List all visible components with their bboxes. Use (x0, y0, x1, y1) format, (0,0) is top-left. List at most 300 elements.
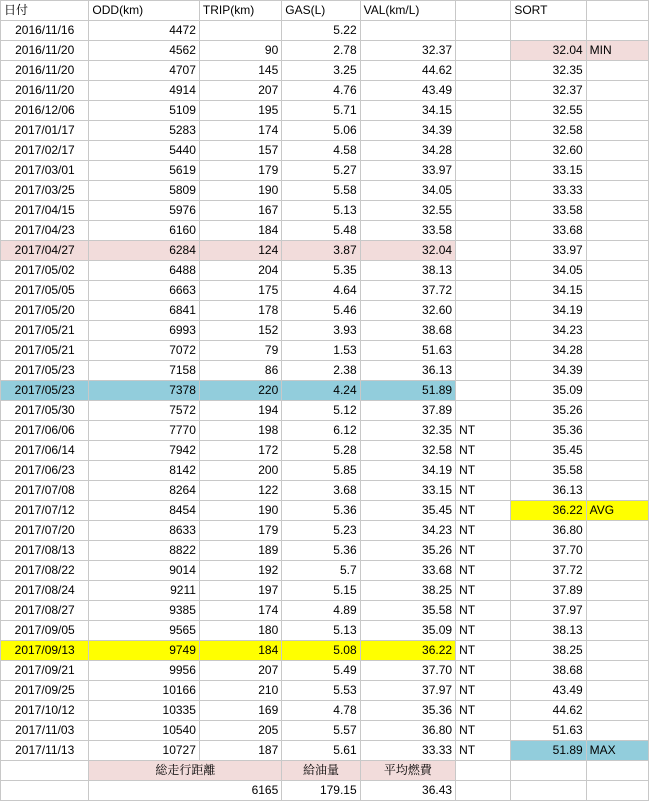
cell-sort-tag[interactable] (586, 21, 648, 41)
cell-sort-tag[interactable] (586, 561, 648, 581)
cell-sort-tag[interactable] (586, 721, 648, 741)
cell-gas[interactable]: 5.12 (282, 401, 360, 421)
cell-nt-flag[interactable]: NT (456, 481, 511, 501)
cell-nt-flag[interactable]: NT (456, 501, 511, 521)
cell-trip[interactable]: 167 (199, 201, 281, 221)
cell-trip[interactable]: 179 (199, 161, 281, 181)
cell-gas[interactable]: 4.64 (282, 281, 360, 301)
cell-date[interactable]: 2017/07/12 (1, 501, 89, 521)
cell-sort-tag[interactable] (586, 161, 648, 181)
cell-odd[interactable]: 10166 (89, 681, 200, 701)
table-row[interactable] (1, 221, 649, 241)
table-row[interactable] (1, 441, 649, 461)
avg-value[interactable]: 36.43 (360, 781, 455, 801)
cell-date[interactable]: 2017/05/21 (1, 341, 89, 361)
table-row[interactable] (1, 381, 649, 401)
table-row[interactable] (1, 41, 649, 61)
cell-val[interactable]: 32.04 (360, 241, 455, 261)
cell-gas[interactable]: 5.36 (282, 541, 360, 561)
cell-val[interactable]: 33.58 (360, 221, 455, 241)
cell-val[interactable]: 38.25 (360, 581, 455, 601)
cell-date[interactable]: 2017/03/25 (1, 181, 89, 201)
cell-sort[interactable]: 34.19 (511, 301, 586, 321)
cell-odd[interactable]: 4472 (89, 21, 200, 41)
cell-date[interactable]: 2016/11/20 (1, 41, 89, 61)
cell-odd[interactable]: 6488 (89, 261, 200, 281)
cell-sort[interactable]: 38.25 (511, 641, 586, 661)
cell-nt-flag[interactable] (456, 161, 511, 181)
cell-gas[interactable]: 5.35 (282, 261, 360, 281)
cell-val[interactable]: 37.97 (360, 681, 455, 701)
cell-date[interactable]: 2017/09/21 (1, 661, 89, 681)
cell-date[interactable]: 2017/08/27 (1, 601, 89, 621)
cell-trip[interactable]: 90 (199, 41, 281, 61)
cell-trip[interactable]: 210 (199, 681, 281, 701)
cell-nt-flag[interactable]: NT (456, 741, 511, 761)
cell-trip[interactable]: 122 (199, 481, 281, 501)
cell-val[interactable]: 37.70 (360, 661, 455, 681)
cell-sort-tag[interactable] (586, 321, 648, 341)
cell-sort[interactable]: 51.63 (511, 721, 586, 741)
cell-trip[interactable]: 192 (199, 561, 281, 581)
cell-date[interactable]: 2017/06/06 (1, 421, 89, 441)
cell-odd[interactable]: 9956 (89, 661, 200, 681)
cell-nt-flag[interactable]: NT (456, 581, 511, 601)
cell-date[interactable]: 2016/11/20 (1, 61, 89, 81)
cell-date[interactable]: 2017/05/30 (1, 401, 89, 421)
cell-date[interactable]: 2017/07/20 (1, 521, 89, 541)
cell-trip[interactable]: 178 (199, 301, 281, 321)
cell-odd[interactable]: 7572 (89, 401, 200, 421)
cell-date[interactable]: 2017/03/01 (1, 161, 89, 181)
cell-nt-flag[interactable]: NT (456, 661, 511, 681)
cell-odd[interactable]: 5283 (89, 121, 200, 141)
cell-date[interactable]: 2017/05/23 (1, 381, 89, 401)
cell-trip[interactable]: 204 (199, 261, 281, 281)
cell-odd[interactable]: 8633 (89, 521, 200, 541)
cell-val[interactable]: 43.49 (360, 81, 455, 101)
cell-gas[interactable]: 2.78 (282, 41, 360, 61)
cell-date[interactable]: 2017/04/27 (1, 241, 89, 261)
cell-nt-flag[interactable] (456, 301, 511, 321)
cell-gas[interactable]: 4.58 (282, 141, 360, 161)
cell-trip[interactable]: 197 (199, 581, 281, 601)
cell-gas[interactable]: 4.24 (282, 381, 360, 401)
cell-odd[interactable]: 9014 (89, 561, 200, 581)
cell-trip[interactable]: 194 (199, 401, 281, 421)
table-row[interactable] (1, 401, 649, 421)
cell-sort[interactable]: 37.97 (511, 601, 586, 621)
cell-odd[interactable]: 7378 (89, 381, 200, 401)
cell-sort[interactable]: 37.70 (511, 541, 586, 561)
table-row[interactable] (1, 201, 649, 221)
cell-val[interactable] (360, 21, 455, 41)
cell-val[interactable]: 36.80 (360, 721, 455, 741)
cell-nt-flag[interactable] (456, 241, 511, 261)
cell-date[interactable]: 2017/04/15 (1, 201, 89, 221)
cell-gas[interactable]: 5.58 (282, 181, 360, 201)
cell-trip[interactable]: 79 (199, 341, 281, 361)
cell-trip[interactable]: 190 (199, 181, 281, 201)
table-row[interactable] (1, 161, 649, 181)
table-row[interactable] (1, 461, 649, 481)
table-row[interactable] (1, 741, 649, 761)
cell-sort[interactable]: 33.33 (511, 181, 586, 201)
cell-sort[interactable]: 37.89 (511, 581, 586, 601)
cell-val[interactable]: 35.09 (360, 621, 455, 641)
cell-trip[interactable]: 152 (199, 321, 281, 341)
cell-sort[interactable]: 33.15 (511, 161, 586, 181)
cell-date[interactable]: 2017/05/20 (1, 301, 89, 321)
table-row[interactable] (1, 621, 649, 641)
cell-odd[interactable]: 6284 (89, 241, 200, 261)
cell-sort-tag[interactable] (586, 61, 648, 81)
cell-date[interactable]: 2017/01/17 (1, 121, 89, 141)
cell-date[interactable]: 2017/05/02 (1, 261, 89, 281)
cell-gas[interactable]: 5.7 (282, 561, 360, 581)
cell-odd[interactable]: 9749 (89, 641, 200, 661)
cell-val[interactable]: 35.58 (360, 601, 455, 621)
table-row[interactable] (1, 341, 649, 361)
table-row[interactable] (1, 421, 649, 441)
cell-nt-flag[interactable] (456, 61, 511, 81)
fuel-value[interactable]: 179.15 (282, 781, 360, 801)
cell-sort-tag[interactable] (586, 301, 648, 321)
cell-odd[interactable]: 7942 (89, 441, 200, 461)
cell-sort[interactable]: 35.36 (511, 421, 586, 441)
cell-sort[interactable]: 38.68 (511, 661, 586, 681)
cell-sort-tag[interactable] (586, 141, 648, 161)
cell-date[interactable]: 2016/12/06 (1, 101, 89, 121)
cell-date[interactable]: 2017/08/24 (1, 581, 89, 601)
cell-sort-tag[interactable] (586, 181, 648, 201)
cell-trip[interactable]: 157 (199, 141, 281, 161)
cell-nt-flag[interactable]: NT (456, 561, 511, 581)
table-row[interactable] (1, 21, 649, 41)
table-row[interactable] (1, 541, 649, 561)
cell-val[interactable]: 32.55 (360, 201, 455, 221)
cell-nt-flag[interactable] (456, 341, 511, 361)
table-row[interactable] (1, 81, 649, 101)
cell-gas[interactable]: 5.85 (282, 461, 360, 481)
cell-val[interactable]: 32.35 (360, 421, 455, 441)
cell-sort[interactable]: 32.60 (511, 141, 586, 161)
cell-trip[interactable]: 190 (199, 501, 281, 521)
cell-val[interactable]: 35.45 (360, 501, 455, 521)
cell-date[interactable]: 2017/08/13 (1, 541, 89, 561)
cell-val[interactable]: 33.15 (360, 481, 455, 501)
cell-nt-flag[interactable] (456, 41, 511, 61)
cell-gas[interactable]: 1.53 (282, 341, 360, 361)
cell-odd[interactable]: 10540 (89, 721, 200, 741)
cell-sort-tag[interactable] (586, 621, 648, 641)
cell-odd[interactable]: 8822 (89, 541, 200, 561)
cell-sort[interactable]: 33.97 (511, 241, 586, 261)
cell-trip[interactable]: 145 (199, 61, 281, 81)
cell-sort[interactable]: 32.58 (511, 121, 586, 141)
cell-odd[interactable]: 6160 (89, 221, 200, 241)
cell-trip[interactable]: 189 (199, 541, 281, 561)
cell-odd[interactable]: 9385 (89, 601, 200, 621)
cell-odd[interactable]: 9211 (89, 581, 200, 601)
table-row[interactable] (1, 121, 649, 141)
table-row[interactable] (1, 301, 649, 321)
cell-trip[interactable]: 195 (199, 101, 281, 121)
table-row[interactable] (1, 261, 649, 281)
cell-val[interactable]: 51.63 (360, 341, 455, 361)
cell-nt-flag[interactable] (456, 321, 511, 341)
cell-odd[interactable]: 4914 (89, 81, 200, 101)
table-row[interactable] (1, 501, 649, 521)
cell-odd[interactable]: 5619 (89, 161, 200, 181)
cell-sort[interactable]: 38.13 (511, 621, 586, 641)
cell-val[interactable]: 32.37 (360, 41, 455, 61)
cell-sort-tag[interactable] (586, 121, 648, 141)
cell-odd[interactable]: 7770 (89, 421, 200, 441)
cell-sort[interactable]: 35.26 (511, 401, 586, 421)
cell-odd[interactable]: 10335 (89, 701, 200, 721)
cell-sort[interactable]: 34.05 (511, 261, 586, 281)
cell-date[interactable]: 2017/11/13 (1, 741, 89, 761)
cell-val[interactable]: 34.19 (360, 461, 455, 481)
cell-gas[interactable]: 5.06 (282, 121, 360, 141)
cell-nt-flag[interactable] (456, 261, 511, 281)
cell-trip[interactable]: 200 (199, 461, 281, 481)
cell-date[interactable]: 2017/02/17 (1, 141, 89, 161)
cell-sort[interactable]: 37.72 (511, 561, 586, 581)
cell-gas[interactable]: 2.38 (282, 361, 360, 381)
cell-sort-tag[interactable] (586, 441, 648, 461)
cell-odd[interactable]: 9565 (89, 621, 200, 641)
cell-odd[interactable]: 5976 (89, 201, 200, 221)
cell-date[interactable]: 2017/09/25 (1, 681, 89, 701)
cell-trip[interactable]: 169 (199, 701, 281, 721)
cell-nt-flag[interactable] (456, 141, 511, 161)
cell-sort-tag[interactable] (586, 481, 648, 501)
cell-gas[interactable]: 5.23 (282, 521, 360, 541)
cell-nt-flag[interactable]: NT (456, 721, 511, 741)
cell-trip[interactable]: 172 (199, 441, 281, 461)
cell-val[interactable]: 32.60 (360, 301, 455, 321)
cell-gas[interactable]: 5.46 (282, 301, 360, 321)
cell-sort-tag[interactable] (586, 541, 648, 561)
cell-val[interactable]: 38.13 (360, 261, 455, 281)
cell-trip[interactable]: 179 (199, 521, 281, 541)
cell-sort[interactable]: 32.55 (511, 101, 586, 121)
cell-trip[interactable]: 184 (199, 221, 281, 241)
cell-nt-flag[interactable] (456, 361, 511, 381)
cell-val[interactable]: 36.13 (360, 361, 455, 381)
cell-gas[interactable]: 5.13 (282, 201, 360, 221)
cell-odd[interactable]: 6841 (89, 301, 200, 321)
cell-odd[interactable]: 5809 (89, 181, 200, 201)
cell-date[interactable]: 2017/10/12 (1, 701, 89, 721)
cell-sort[interactable] (511, 21, 586, 41)
cell-gas[interactable]: 5.49 (282, 661, 360, 681)
cell-trip[interactable]: 198 (199, 421, 281, 441)
cell-nt-flag[interactable] (456, 281, 511, 301)
table-row[interactable] (1, 241, 649, 261)
table-row[interactable] (1, 281, 649, 301)
cell-trip[interactable]: 175 (199, 281, 281, 301)
cell-sort[interactable]: 32.04 (511, 41, 586, 61)
table-row[interactable] (1, 581, 649, 601)
cell-sort-tag[interactable] (586, 461, 648, 481)
cell-date[interactable]: 2016/11/16 (1, 21, 89, 41)
cell-nt-flag[interactable] (456, 81, 511, 101)
cell-sort-tag[interactable] (586, 421, 648, 441)
cell-date[interactable]: 2017/06/14 (1, 441, 89, 461)
cell-val[interactable]: 32.58 (360, 441, 455, 461)
cell-gas[interactable]: 5.15 (282, 581, 360, 601)
cell-gas[interactable]: 5.53 (282, 681, 360, 701)
cell-trip[interactable] (199, 21, 281, 41)
cell-nt-flag[interactable] (456, 101, 511, 121)
table-row[interactable] (1, 561, 649, 581)
cell-date[interactable]: 2017/08/22 (1, 561, 89, 581)
cell-nt-flag[interactable] (456, 221, 511, 241)
table-row[interactable] (1, 141, 649, 161)
cell-val[interactable]: 35.36 (360, 701, 455, 721)
cell-val[interactable]: 38.68 (360, 321, 455, 341)
cell-gas[interactable]: 5.61 (282, 741, 360, 761)
table-row[interactable] (1, 721, 649, 741)
cell-sort[interactable]: 51.89 (511, 741, 586, 761)
table-row[interactable] (1, 641, 649, 661)
cell-sort[interactable]: 36.80 (511, 521, 586, 541)
cell-date[interactable]: 2017/04/23 (1, 221, 89, 241)
cell-gas[interactable]: 5.57 (282, 721, 360, 741)
cell-nt-flag[interactable]: NT (456, 601, 511, 621)
cell-sort-tag[interactable] (586, 381, 648, 401)
cell-nt-flag[interactable] (456, 21, 511, 41)
cell-odd[interactable]: 5109 (89, 101, 200, 121)
cell-gas[interactable]: 5.27 (282, 161, 360, 181)
cell-gas[interactable]: 5.28 (282, 441, 360, 461)
table-row[interactable] (1, 481, 649, 501)
cell-sort-tag[interactable] (586, 641, 648, 661)
cell-sort-tag[interactable]: MAX (586, 741, 648, 761)
table-row[interactable] (1, 701, 649, 721)
cell-odd[interactable]: 5440 (89, 141, 200, 161)
cell-nt-flag[interactable] (456, 381, 511, 401)
cell-gas[interactable]: 3.25 (282, 61, 360, 81)
cell-trip[interactable]: 86 (199, 361, 281, 381)
cell-sort[interactable]: 35.45 (511, 441, 586, 461)
cell-date[interactable]: 2017/07/08 (1, 481, 89, 501)
table-row[interactable] (1, 661, 649, 681)
cell-val[interactable]: 34.15 (360, 101, 455, 121)
table-row[interactable] (1, 321, 649, 341)
cell-gas[interactable]: 4.78 (282, 701, 360, 721)
cell-gas[interactable]: 4.76 (282, 81, 360, 101)
cell-odd[interactable]: 4707 (89, 61, 200, 81)
cell-date[interactable]: 2016/11/20 (1, 81, 89, 101)
cell-date[interactable]: 2017/11/03 (1, 721, 89, 741)
cell-odd[interactable]: 6663 (89, 281, 200, 301)
table-row[interactable] (1, 681, 649, 701)
cell-trip[interactable]: 180 (199, 621, 281, 641)
cell-val[interactable]: 34.23 (360, 521, 455, 541)
cell-val[interactable]: 34.28 (360, 141, 455, 161)
cell-val[interactable]: 33.33 (360, 741, 455, 761)
cell-trip[interactable]: 124 (199, 241, 281, 261)
table-row[interactable] (1, 601, 649, 621)
cell-date[interactable]: 2017/09/13 (1, 641, 89, 661)
cell-val[interactable]: 37.72 (360, 281, 455, 301)
cell-sort-tag[interactable] (586, 601, 648, 621)
cell-sort[interactable]: 36.22 (511, 501, 586, 521)
cell-gas[interactable]: 5.48 (282, 221, 360, 241)
cell-val[interactable]: 34.39 (360, 121, 455, 141)
cell-trip[interactable]: 187 (199, 741, 281, 761)
cell-gas[interactable]: 5.22 (282, 21, 360, 41)
cell-date[interactable]: 2017/05/23 (1, 361, 89, 381)
cell-gas[interactable]: 3.93 (282, 321, 360, 341)
cell-sort-tag[interactable] (586, 101, 648, 121)
cell-val[interactable]: 34.05 (360, 181, 455, 201)
cell-sort-tag[interactable]: AVG (586, 501, 648, 521)
cell-trip[interactable]: 205 (199, 721, 281, 741)
cell-nt-flag[interactable]: NT (456, 641, 511, 661)
cell-nt-flag[interactable]: NT (456, 421, 511, 441)
cell-date[interactable]: 2017/05/05 (1, 281, 89, 301)
cell-sort-tag[interactable] (586, 361, 648, 381)
cell-sort[interactable]: 44.62 (511, 701, 586, 721)
table-row[interactable] (1, 181, 649, 201)
cell-nt-flag[interactable] (456, 121, 511, 141)
cell-sort-tag[interactable] (586, 581, 648, 601)
cell-sort-tag[interactable] (586, 681, 648, 701)
cell-val[interactable]: 44.62 (360, 61, 455, 81)
cell-sort-tag[interactable] (586, 281, 648, 301)
cell-trip[interactable]: 174 (199, 601, 281, 621)
cell-sort-tag[interactable] (586, 261, 648, 281)
table-row[interactable] (1, 61, 649, 81)
cell-odd[interactable]: 4562 (89, 41, 200, 61)
cell-sort-tag[interactable] (586, 341, 648, 361)
cell-odd[interactable]: 8142 (89, 461, 200, 481)
cell-gas[interactable]: 3.68 (282, 481, 360, 501)
cell-val[interactable]: 36.22 (360, 641, 455, 661)
cell-sort[interactable]: 36.13 (511, 481, 586, 501)
cell-nt-flag[interactable]: NT (456, 621, 511, 641)
cell-sort[interactable]: 35.58 (511, 461, 586, 481)
cell-nt-flag[interactable]: NT (456, 521, 511, 541)
cell-trip[interactable]: 174 (199, 121, 281, 141)
cell-gas[interactable]: 6.12 (282, 421, 360, 441)
cell-date[interactable]: 2017/06/23 (1, 461, 89, 481)
cell-date[interactable]: 2017/09/05 (1, 621, 89, 641)
cell-sort-tag[interactable] (586, 81, 648, 101)
cell-nt-flag[interactable]: NT (456, 681, 511, 701)
cell-odd[interactable]: 6993 (89, 321, 200, 341)
cell-nt-flag[interactable] (456, 401, 511, 421)
cell-sort-tag[interactable] (586, 521, 648, 541)
cell-sort-tag[interactable] (586, 221, 648, 241)
cell-sort[interactable]: 34.28 (511, 341, 586, 361)
cell-gas[interactable]: 5.13 (282, 621, 360, 641)
total-distance-value[interactable]: 6165 (89, 781, 282, 801)
cell-trip[interactable]: 220 (199, 381, 281, 401)
cell-nt-flag[interactable]: NT (456, 441, 511, 461)
cell-sort[interactable]: 33.68 (511, 221, 586, 241)
cell-sort[interactable]: 43.49 (511, 681, 586, 701)
cell-sort-tag[interactable] (586, 201, 648, 221)
cell-nt-flag[interactable]: NT (456, 701, 511, 721)
cell-nt-flag[interactable] (456, 181, 511, 201)
cell-sort[interactable]: 32.37 (511, 81, 586, 101)
